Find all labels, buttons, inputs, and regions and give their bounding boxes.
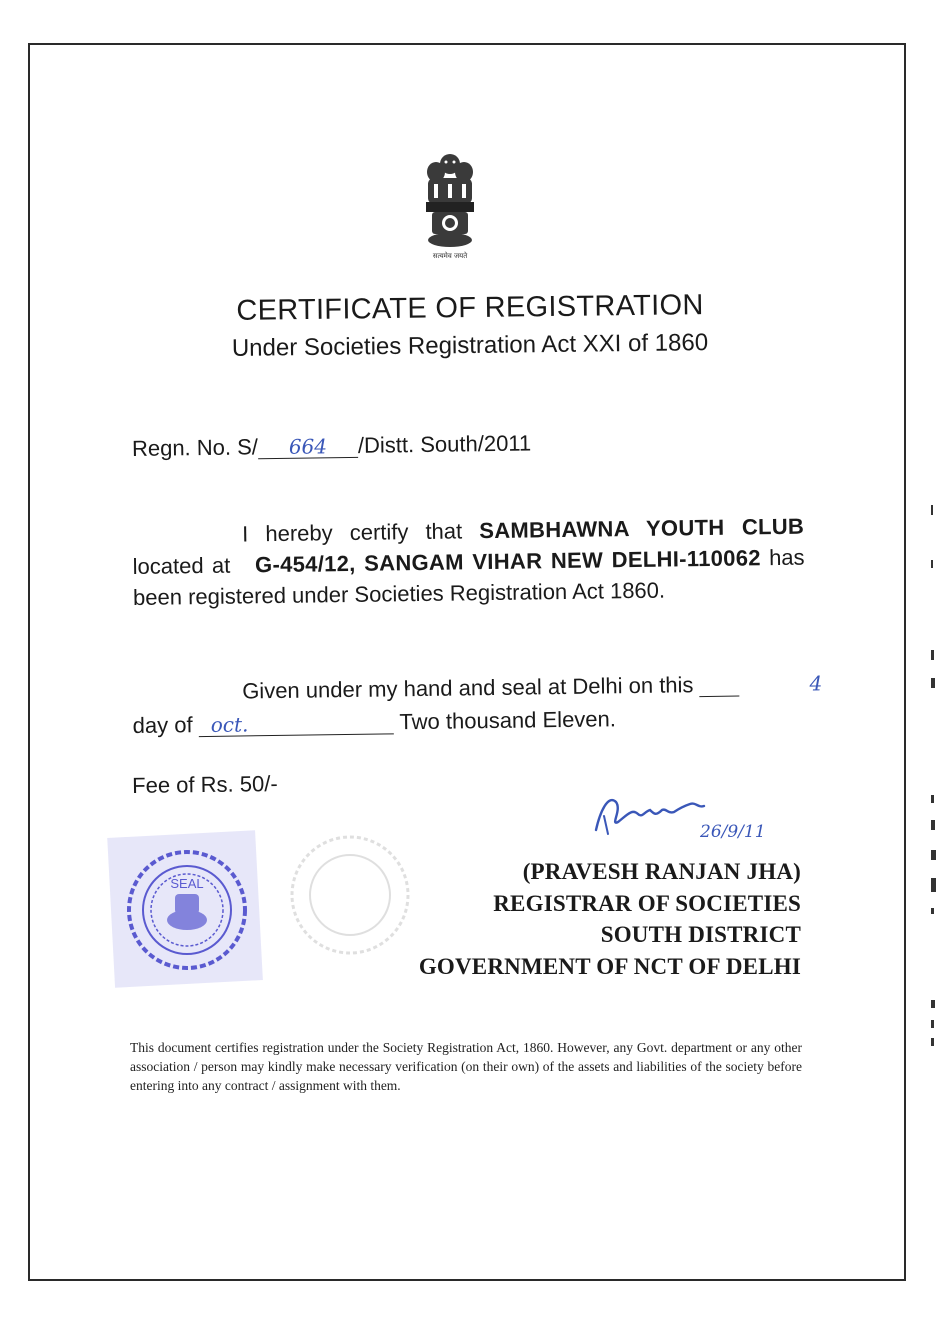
- regn-prefix: Regn. No. S/: [131, 434, 259, 461]
- registrar-designation: REGISTRAR OF SOCIETIES: [493, 890, 801, 916]
- certification-paragraph: [132, 511, 805, 613]
- fee-text: Fee of Rs. 50/-: [132, 770, 278, 798]
- registrar-name: (PRAVESH RANJAN JHA): [522, 859, 801, 884]
- disclaimer-text: This document certifies registration under the Society Registration Act, 1860. However, any Govt. department or any other association / person may kindly make necessary verification (on their own) of the assets and liabilities of the society before entering into any contract / assignment with them.: [130, 1040, 802, 1093]
- adjacent-page-edge: [923, 500, 937, 1060]
- given-under-hand-paragraph: [132, 667, 823, 742]
- signature-date-handwritten: 26/9/11: [700, 822, 766, 842]
- certificate-title: CERTIFICATE OF REGISTRATION: [236, 289, 704, 327]
- society-name: SAMBHAWNA YOUTH CLUB: [479, 513, 805, 544]
- registration-number-line: [132, 430, 532, 462]
- day-of-label: day of: [132, 712, 193, 738]
- month-blank: [199, 711, 394, 737]
- day-handwritten: 4: [809, 671, 823, 696]
- month-handwritten: oct.: [210, 712, 249, 737]
- registrar-block: [380, 856, 801, 982]
- year-text: Two thousand Eleven.: [399, 706, 617, 735]
- certificate-subtitle: Under Societies Registration Act XXI of 1860: [231, 329, 709, 362]
- day-blank: [699, 671, 823, 698]
- registered-text: has been registered under Societies Registration Act 1860.: [132, 544, 805, 610]
- seal-text: SEAL: [170, 876, 204, 891]
- registrar-government: GOVERNMENT OF NCT OF DELHI: [418, 953, 801, 979]
- regn-number-blank: [258, 435, 358, 459]
- national-emblem-icon: [410, 150, 490, 265]
- regn-number-handwritten: 664: [288, 434, 328, 459]
- certify-text: I hereby certify that: [242, 518, 463, 547]
- society-address: G-454/12, SANGAM VIHAR NEW DELHI-110062: [254, 545, 761, 578]
- given-text: Given under my hand and seal at Delhi on this: [242, 672, 694, 704]
- regn-suffix: /Distt. South/2011: [357, 430, 532, 458]
- located-label: located at: [132, 552, 231, 579]
- emblem-caption: सत्यमेव जयते: [432, 252, 468, 260]
- registrar-district: SOUTH DISTRICT: [600, 922, 801, 947]
- seal-stamp-icon: [105, 828, 265, 988]
